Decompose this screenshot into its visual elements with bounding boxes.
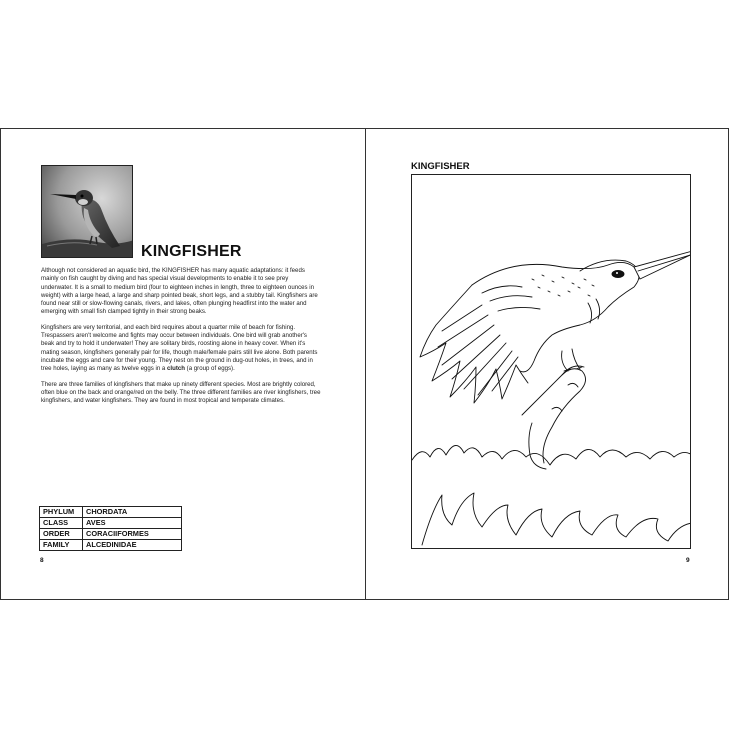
page-number-left: 8 (40, 557, 44, 564)
taxonomy-row (40, 507, 182, 518)
taxonomy-rank: CLASS (40, 518, 83, 529)
paragraph-3: There are three families of kingfishers that make up ninety different species. Most are brightly colored, often blue on the back and orange/red on the belly. The three different families are river kingfishers, tree kingfishers, and water kingfishers. They are found in most tropical and temperate climates. (41, 380, 321, 405)
taxonomy-value: CHORDATA (83, 507, 182, 518)
taxonomy-row (40, 540, 182, 551)
kingfisher-photo (41, 165, 133, 258)
taxonomy-value: AVES (83, 518, 182, 529)
coloring-page-title: KINGFISHER (411, 161, 470, 172)
left-page (1, 129, 365, 599)
taxonomy-rank: FAMILY (40, 540, 83, 551)
article-body (41, 267, 321, 412)
paragraph-1: Although not considered an aquatic bird, the KINGFISHER has many aquatic adaptations: it feeds mainly on fish caught by diving and has special visual developments to enable it to see prey underwater. It is a small to medium bird (four to eighteen inches in length, three to eighteen ounces in weight) with a large head, a large and sharp pointed beak, short legs, and a stubby tail. Kingfishers are found near still or slow-flowing canals, rivers, and lakes, often plunging headfirst into the water and emerging with small fish clamped tightly in their strong beaks. (41, 267, 318, 316)
taxonomy-rank: ORDER (40, 529, 83, 540)
kingfisher-line-art (412, 175, 691, 549)
taxonomy-table (39, 506, 182, 551)
taxonomy-row (40, 529, 182, 540)
right-page (366, 129, 729, 599)
book-spread (0, 128, 729, 600)
taxonomy-value: ALCEDINIDAE (83, 540, 182, 551)
taxonomy-row (40, 518, 182, 529)
paragraph-2: Kingfishers are very territorial, and each bird requires about a quarter mile of beach for fishing. Trespassers aren't welcome and fights may occur between individuals. One bird will grab another's beak and try to hold it underwater! They are solitary birds, roosting alone in heavy cover. When it's mating season, kingfishers generally pair for life, though male/female pairs still live alone. Both parents incubate the eggs and care for their young. They nest on the ground in dug-out holes, in trees, and in tree holes, laying as many as twelve eggs in a clutch (a group of eggs). (41, 323, 318, 373)
page-title: KINGFISHER (141, 243, 242, 260)
coloring-illustration-frame (411, 174, 691, 549)
taxonomy-value: CORACIIFORMES (83, 529, 182, 540)
clutch-term: clutch (167, 365, 185, 373)
page-number-right: 9 (686, 557, 690, 564)
taxonomy-rank: PHYLUM (40, 507, 83, 518)
